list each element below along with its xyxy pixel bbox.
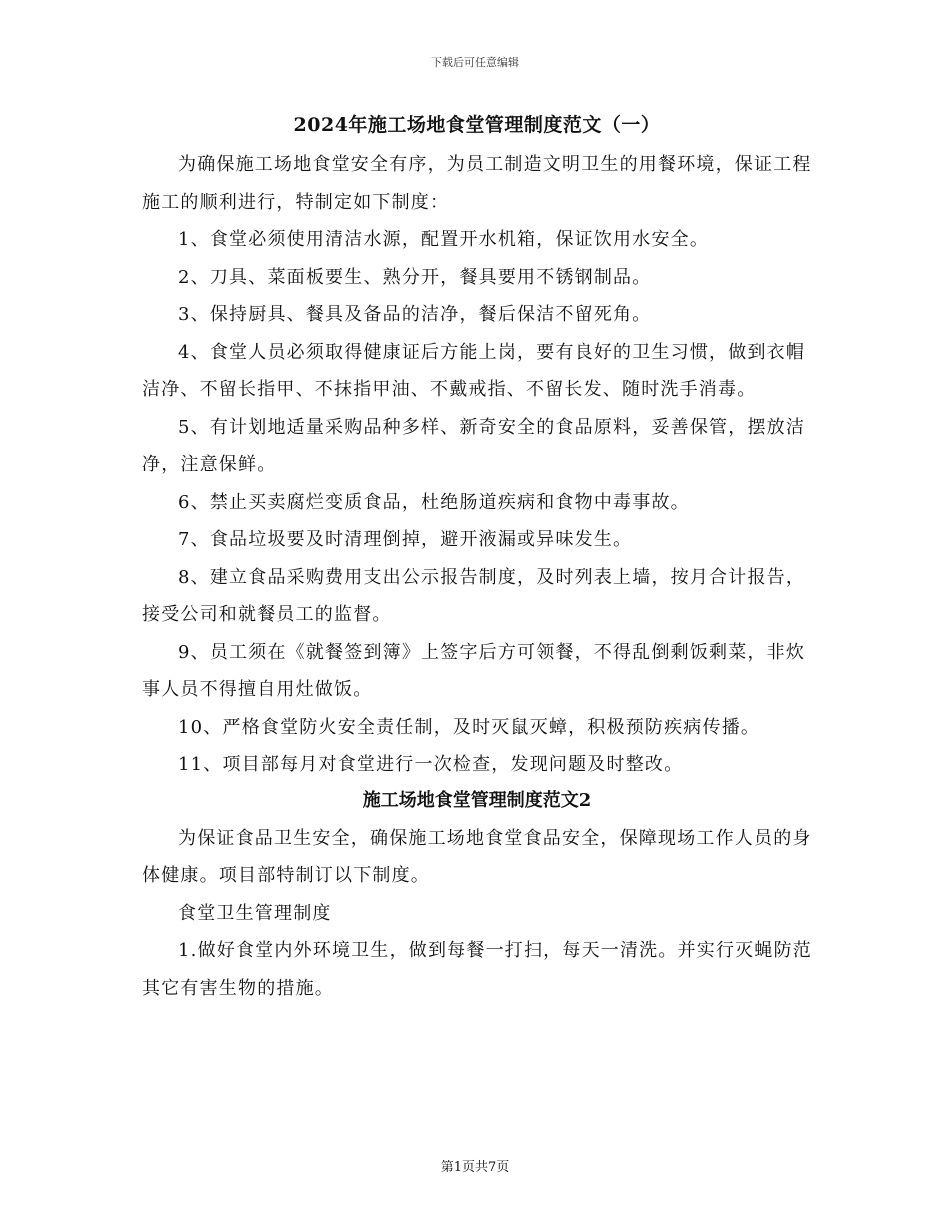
- page-header-note: 下载后可任意编辑: [431, 56, 519, 69]
- rule-item: 3、保持厨具、餐具及备品的洁净，餐后保洁不留死角。: [178, 304, 652, 325]
- section2-subheading: 食堂卫生管理制度: [178, 902, 332, 924]
- section2-intro: 为保证食品卫生安全，确保施工场地食堂食品安全，保障现场工作人员的身体健康。项目部特制订以下制度。: [142, 827, 812, 886]
- document-body: [142, 110, 812, 1007]
- rule-item: 7、食品垃圾要及时清理倒掉，避开液漏或异味发生。: [178, 529, 633, 550]
- rule-item: 11、项目部每月对食堂进行一次检查，发现问题及时整改。: [178, 754, 684, 775]
- section1-intro: 为确保施工场地食堂安全有序，为员工制造文明卫生的用餐环境，保证工程施工的顺利进行，特制定如下制度：: [142, 154, 812, 213]
- rule-item: 10、严格食堂防火安全责任制，及时灭鼠灭蟑，积极预防疾病传播。: [178, 716, 761, 738]
- rule-item: 2、刀具、菜面板要生、熟分开，餐具要用不锈钢制品。: [178, 266, 652, 288]
- document-title: 2024年施工场地食堂管理制度范文（一）: [293, 114, 661, 136]
- section2-title: 施工场地食堂管理制度范文2: [362, 789, 592, 811]
- rule-item: 1.做好食堂内外环境卫生，做到每餐一打扫，每天一清洗。并实行灭蝇防范其它有害生物的措施。: [142, 940, 812, 999]
- rule-item: 8、建立食品采购费用支出公示报告制度，及时列表上墙，按月合计报告，接受公司和就餐员工的监督。: [142, 566, 806, 625]
- rule-item: 1、食堂必须使用清洁水源，配置开水机箱，保证饮用水安全。: [178, 229, 710, 250]
- page-number: 第1页共7页: [440, 1160, 510, 1175]
- rule-item: 6、禁止买卖腐烂变质食品，杜绝肠道疾病和食物中毒事故。: [178, 491, 690, 513]
- rule-item: 5、有计划地适量采购品种多样、新奇安全的食品原料，妥善保管，摆放洁净，注意保鲜。: [142, 416, 806, 475]
- rule-item: 4、食堂人员必须取得健康证后方能上岗，要有良好的卫生习惯，做到衣帽洁净、不留长指甲、不抹指甲油、不戴戒指、不留长发、随时洗手消毒。: [142, 341, 806, 400]
- rule-item: 9、员工须在《就餐签到簿》上签字后方可领餐，不得乱倒剩饭剩菜，非炊事人员不得擅自用灶做饭。: [142, 641, 806, 700]
